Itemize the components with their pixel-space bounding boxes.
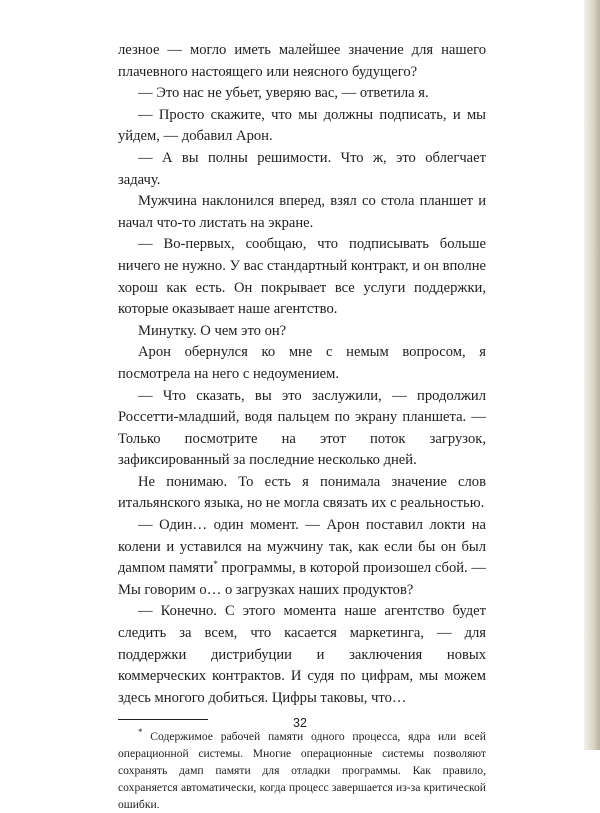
footnote-mark: * <box>138 727 143 738</box>
footnote-text: Содержимое рабочей памяти одного процесса, ядра или всей операционной системы. Многие операционные системы позволяют сохранять дамп памяти для отладки программы. Как правило, сохраняется автоматически, когда процесс завершается из-за критической ошибки. <box>118 730 486 812</box>
paragraph: — Что сказать, вы это заслужили, — продолжил Россетти-младший, водя пальцем по экрану планшета. — Только посмотрите на этот поток загрузок, зафиксированный за последние несколько дней. <box>118 387 486 469</box>
text-after-mark: программы, в которой произошел сбой. — Мы говорим о… о загрузках наших продуктов? <box>118 560 487 598</box>
paragraph: Минутку. О чем это он? <box>138 322 287 339</box>
paragraph: — Конечно. С этого момента наше агентство будет следить за всем, что касается маркетинга, — для поддержки дистрибуции и заключения новых коммерческих контрактов. И судя по цифрам, мы можем здесь многого добиться. Цифры таковы, что… <box>118 603 486 706</box>
book-page <box>118 40 486 813</box>
main-text <box>118 40 486 709</box>
footnote-ref-mark: * <box>213 559 218 570</box>
text-before-mark: — Один… один момент. — Арон поставил локти на колени и уставился на мужчину так, как если бы он был дампом памяти <box>118 517 486 577</box>
paragraph: Не понимаю. То есть я понимала значение слов итальянского языка, но не могла связать их с реальностью. <box>118 473 486 512</box>
paragraph: — А вы полны решимости. Что ж, это облегчает задачу. <box>118 149 486 188</box>
paragraph: Арон обернулся ко мне с немым вопросом, я посмотрела на него с недоумением. <box>118 344 486 382</box>
paragraph: — Это нас не убьет, уверяю вас, — ответила я. <box>138 85 429 102</box>
paragraph-with-footnote-ref <box>118 515 486 601</box>
paragraph: — Во-первых, сообщаю, что подписывать больше ничего не нужно. У вас стандартный контракт, и он вполне хорош как есть. Он покрывает все услуги поддержки, которые оказывает наше агентство. <box>118 236 486 318</box>
page-number: 32 <box>293 716 307 730</box>
paragraph: лезное — могло иметь малейшее значение для нашего плачевного настоящего или неясного будущего? <box>118 42 486 80</box>
footnote <box>118 728 486 813</box>
paragraph: — Просто скажите, что мы должны подписать, и мы уйдем, — добавил Арон. <box>118 106 486 145</box>
page-edge-shadow <box>584 0 600 750</box>
paragraph: Мужчина наклонился вперед, взял со стола планшет и начал что-то листать на экране. <box>118 193 486 231</box>
